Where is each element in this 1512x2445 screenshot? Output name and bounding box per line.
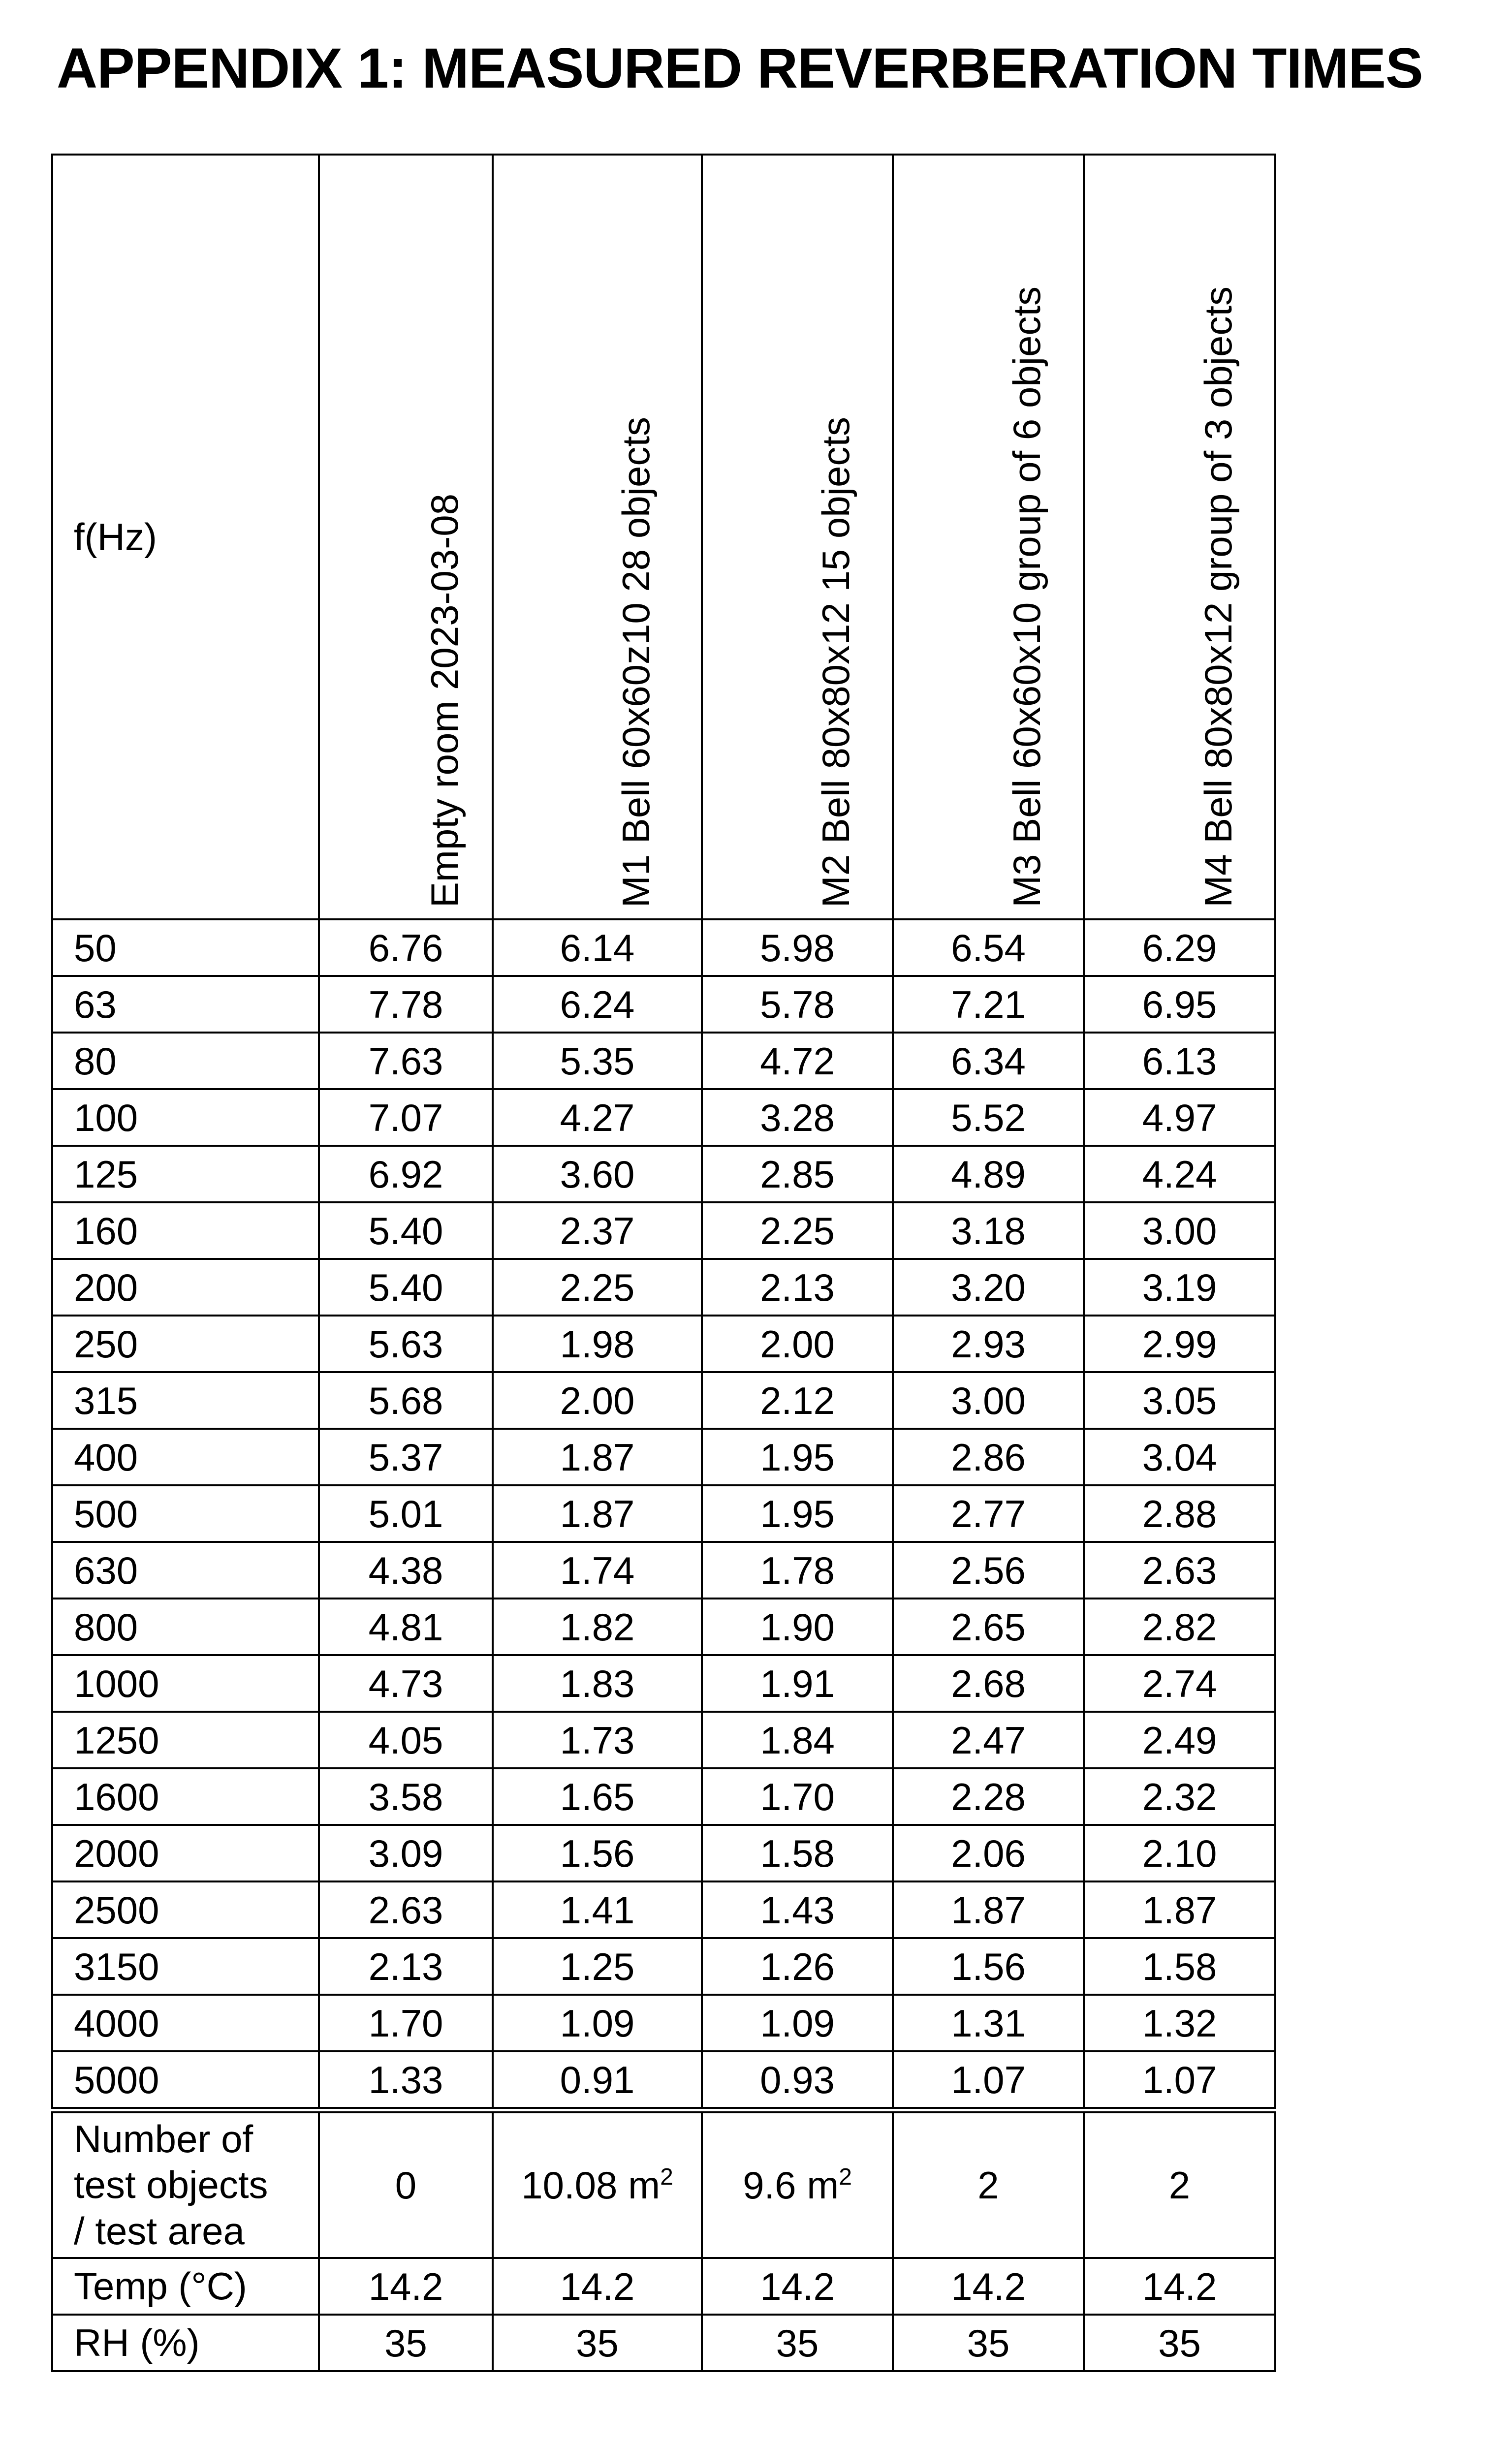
table-row [52, 1146, 1275, 1202]
table-row [52, 1712, 1275, 1768]
table-row [52, 1316, 1275, 1372]
value-cell: 1.26 [702, 1938, 893, 1995]
value-cell: 4.73 [319, 1655, 493, 1712]
value-cell: 2.13 [702, 1259, 893, 1316]
value-cell: 5.01 [319, 1485, 493, 1542]
value-cell: 3.04 [1084, 1429, 1275, 1485]
frequency-cell: 4000 [52, 1995, 319, 2051]
frequency-cell: 2500 [52, 1881, 319, 1938]
objects-value: 10.08 $m^2$ [493, 2112, 702, 2258]
frequency-cell: 315 [52, 1372, 319, 1429]
value-cell: 5.40 [319, 1202, 493, 1259]
table-row [52, 1768, 1275, 1825]
value-cell: 2.63 [319, 1881, 493, 1938]
value-cell: 2.68 [893, 1655, 1084, 1712]
value-cell: 2.00 [493, 1372, 702, 1429]
value-cell: 3.60 [493, 1146, 702, 1202]
value-cell: 4.72 [702, 1033, 893, 1089]
frequency-cell: 1000 [52, 1655, 319, 1712]
value-cell: 5.37 [319, 1429, 493, 1485]
value-cell: 2.65 [893, 1599, 1084, 1655]
rh-row [52, 2315, 1275, 2371]
value-cell: 2.00 [702, 1316, 893, 1372]
value-cell: 7.78 [319, 976, 493, 1033]
value-cell: 1.31 [893, 1995, 1084, 2051]
reverberation-table [51, 154, 1276, 2109]
value-cell: 1.65 [493, 1768, 702, 1825]
value-cell: 3.18 [893, 1202, 1084, 1259]
table-row [52, 1485, 1275, 1542]
value-cell: 1.90 [702, 1599, 893, 1655]
value-cell: 6.95 [1084, 976, 1275, 1033]
value-cell: 2.74 [1084, 1655, 1275, 1712]
value-cell: 2.99 [1084, 1316, 1275, 1372]
value-cell: 1.74 [493, 1542, 702, 1599]
column-header-m1: M1 Bell 60x60z10 28 objects [493, 155, 702, 919]
objects-value: 2 [893, 2112, 1084, 2258]
frequency-cell: 3150 [52, 1938, 319, 1995]
table-row [52, 1881, 1275, 1938]
value-cell: 6.24 [493, 976, 702, 1033]
value-cell: 2.47 [893, 1712, 1084, 1768]
value-cell: 1.09 [702, 1995, 893, 2051]
value-cell: 3.58 [319, 1768, 493, 1825]
objects-value: 9.6 $m^2$ [702, 2112, 893, 2258]
value-cell: 1.87 [1084, 1881, 1275, 1938]
objects-row [52, 2112, 1275, 2258]
value-cell: 3.28 [702, 1089, 893, 1146]
value-cell: 4.38 [319, 1542, 493, 1599]
frequency-cell: 400 [52, 1429, 319, 1485]
value-cell: 1.56 [893, 1938, 1084, 1995]
column-header-m2: M2 Bell 80x80x12 15 objects [702, 155, 893, 919]
frequency-cell: 63 [52, 976, 319, 1033]
value-cell: 5.35 [493, 1033, 702, 1089]
value-cell: 2.25 [702, 1202, 893, 1259]
value-cell: 4.24 [1084, 1146, 1275, 1202]
value-cell: 7.07 [319, 1089, 493, 1146]
value-cell: 2.93 [893, 1316, 1084, 1372]
value-cell: 4.27 [493, 1089, 702, 1146]
frequency-cell: 2000 [52, 1825, 319, 1881]
table-row [52, 1542, 1275, 1599]
value-cell: 7.21 [893, 976, 1084, 1033]
frequency-cell: 800 [52, 1599, 319, 1655]
value-cell: 1.87 [893, 1881, 1084, 1938]
value-cell: 6.92 [319, 1146, 493, 1202]
value-cell: 5.98 [702, 919, 893, 976]
value-cell: 3.00 [1084, 1202, 1275, 1259]
value-cell: 3.05 [1084, 1372, 1275, 1429]
value-cell: 6.14 [493, 919, 702, 976]
value-cell: 1.09 [493, 1995, 702, 2051]
value-cell: 2.37 [493, 1202, 702, 1259]
frequency-cell: 1600 [52, 1768, 319, 1825]
value-cell: 1.33 [319, 2051, 493, 2108]
table-row [52, 2051, 1275, 2108]
temp-row [52, 2258, 1275, 2315]
value-cell: 2.88 [1084, 1485, 1275, 1542]
value-cell: 1.83 [493, 1655, 702, 1712]
value-cell: 6.34 [893, 1033, 1084, 1089]
value-cell: 2.06 [893, 1825, 1084, 1881]
value-cell: 1.84 [702, 1712, 893, 1768]
temp-value: 14.2 [1084, 2258, 1275, 2315]
value-cell: 5.63 [319, 1316, 493, 1372]
value-cell: 6.13 [1084, 1033, 1275, 1089]
table-row [52, 1938, 1275, 1995]
value-cell: 1.78 [702, 1542, 893, 1599]
value-cell: 1.73 [493, 1712, 702, 1768]
value-cell: 2.28 [893, 1768, 1084, 1825]
value-cell: 4.97 [1084, 1089, 1275, 1146]
frequency-cell: 160 [52, 1202, 319, 1259]
value-cell: 2.56 [893, 1542, 1084, 1599]
objects-label: Number of test objects / test area [52, 2112, 319, 2258]
table-row [52, 1259, 1275, 1316]
value-cell: 2.10 [1084, 1825, 1275, 1881]
frequency-cell: 5000 [52, 2051, 319, 2108]
temp-label: Temp (°C) [52, 2258, 319, 2315]
frequency-cell: 1250 [52, 1712, 319, 1768]
value-cell: 7.63 [319, 1033, 493, 1089]
temp-value: 14.2 [893, 2258, 1084, 2315]
frequency-cell: 100 [52, 1089, 319, 1146]
table-row [52, 1089, 1275, 1146]
temp-value: 14.2 [319, 2258, 493, 2315]
table-row [52, 919, 1275, 976]
table-row [52, 1372, 1275, 1429]
value-cell: 1.98 [493, 1316, 702, 1372]
value-cell: 1.58 [702, 1825, 893, 1881]
value-cell: 1.87 [493, 1429, 702, 1485]
value-cell: 2.63 [1084, 1542, 1275, 1599]
value-cell: 5.78 [702, 976, 893, 1033]
value-cell: 3.00 [893, 1372, 1084, 1429]
table-row [52, 1429, 1275, 1485]
temp-value: 14.2 [702, 2258, 893, 2315]
value-cell: 1.87 [493, 1485, 702, 1542]
rh-value: 35 [319, 2315, 493, 2371]
value-cell: 1.82 [493, 1599, 702, 1655]
value-cell: 4.81 [319, 1599, 493, 1655]
rh-value: 35 [893, 2315, 1084, 2371]
value-cell: 2.77 [893, 1485, 1084, 1542]
value-cell: 1.95 [702, 1429, 893, 1485]
value-cell: 1.07 [893, 2051, 1084, 2108]
frequency-cell: 50 [52, 919, 319, 976]
header-row [52, 155, 1275, 919]
rh-label: RH (%) [52, 2315, 319, 2371]
value-cell: 6.54 [893, 919, 1084, 976]
value-cell: 2.82 [1084, 1599, 1275, 1655]
value-cell: 2.32 [1084, 1768, 1275, 1825]
value-cell: 5.68 [319, 1372, 493, 1429]
value-cell: 1.41 [493, 1881, 702, 1938]
value-cell: 5.52 [893, 1089, 1084, 1146]
value-cell: 1.70 [319, 1995, 493, 2051]
freq-header: f(Hz) [52, 155, 319, 919]
frequency-cell: 200 [52, 1259, 319, 1316]
table-row [52, 1202, 1275, 1259]
value-cell: 5.40 [319, 1259, 493, 1316]
rh-value: 35 [493, 2315, 702, 2371]
value-cell: 1.07 [1084, 2051, 1275, 2108]
value-cell: 1.95 [702, 1485, 893, 1542]
objects-value: 0 [319, 2112, 493, 2258]
frequency-cell: 500 [52, 1485, 319, 1542]
frequency-cell: 125 [52, 1146, 319, 1202]
objects-value: 2 [1084, 2112, 1275, 2258]
frequency-cell: 250 [52, 1316, 319, 1372]
frequency-cell: 630 [52, 1542, 319, 1599]
table-row [52, 1599, 1275, 1655]
value-cell: 3.19 [1084, 1259, 1275, 1316]
rh-value: 35 [1084, 2315, 1275, 2371]
value-cell: 3.20 [893, 1259, 1084, 1316]
value-cell: 6.29 [1084, 919, 1275, 976]
summary-table [51, 2111, 1276, 2372]
value-cell: 3.09 [319, 1825, 493, 1881]
value-cell: 4.05 [319, 1712, 493, 1768]
frequency-cell: 80 [52, 1033, 319, 1089]
value-cell: 2.85 [702, 1146, 893, 1202]
value-cell: 1.70 [702, 1768, 893, 1825]
value-cell: 2.25 [493, 1259, 702, 1316]
value-cell: 2.49 [1084, 1712, 1275, 1768]
table-row [52, 1995, 1275, 2051]
value-cell: 1.91 [702, 1655, 893, 1712]
value-cell: 1.25 [493, 1938, 702, 1995]
column-header-empty-room: Empty room 2023-03-08 [319, 155, 493, 919]
value-cell: 1.56 [493, 1825, 702, 1881]
rh-value: 35 [702, 2315, 893, 2371]
value-cell: 4.89 [893, 1146, 1084, 1202]
page-title: APPENDIX 1: MEASURED REVERBERATION TIMES [57, 37, 1423, 100]
value-cell: 2.13 [319, 1938, 493, 1995]
table-row [52, 1655, 1275, 1712]
value-cell: 0.91 [493, 2051, 702, 2108]
temp-value: 14.2 [493, 2258, 702, 2315]
column-header-m4: M4 Bell 80x80x12 group of 3 objects [1084, 155, 1275, 919]
table-row [52, 976, 1275, 1033]
value-cell: 1.32 [1084, 1995, 1275, 2051]
value-cell: 6.76 [319, 919, 493, 976]
table-row [52, 1033, 1275, 1089]
value-cell: 1.43 [702, 1881, 893, 1938]
value-cell: 2.86 [893, 1429, 1084, 1485]
value-cell: 0.93 [702, 2051, 893, 2108]
column-header-m3: M3 Bell 60x60x10 group of 6 objects [893, 155, 1084, 919]
value-cell: 2.12 [702, 1372, 893, 1429]
value-cell: 1.58 [1084, 1938, 1275, 1995]
table-row [52, 1825, 1275, 1881]
